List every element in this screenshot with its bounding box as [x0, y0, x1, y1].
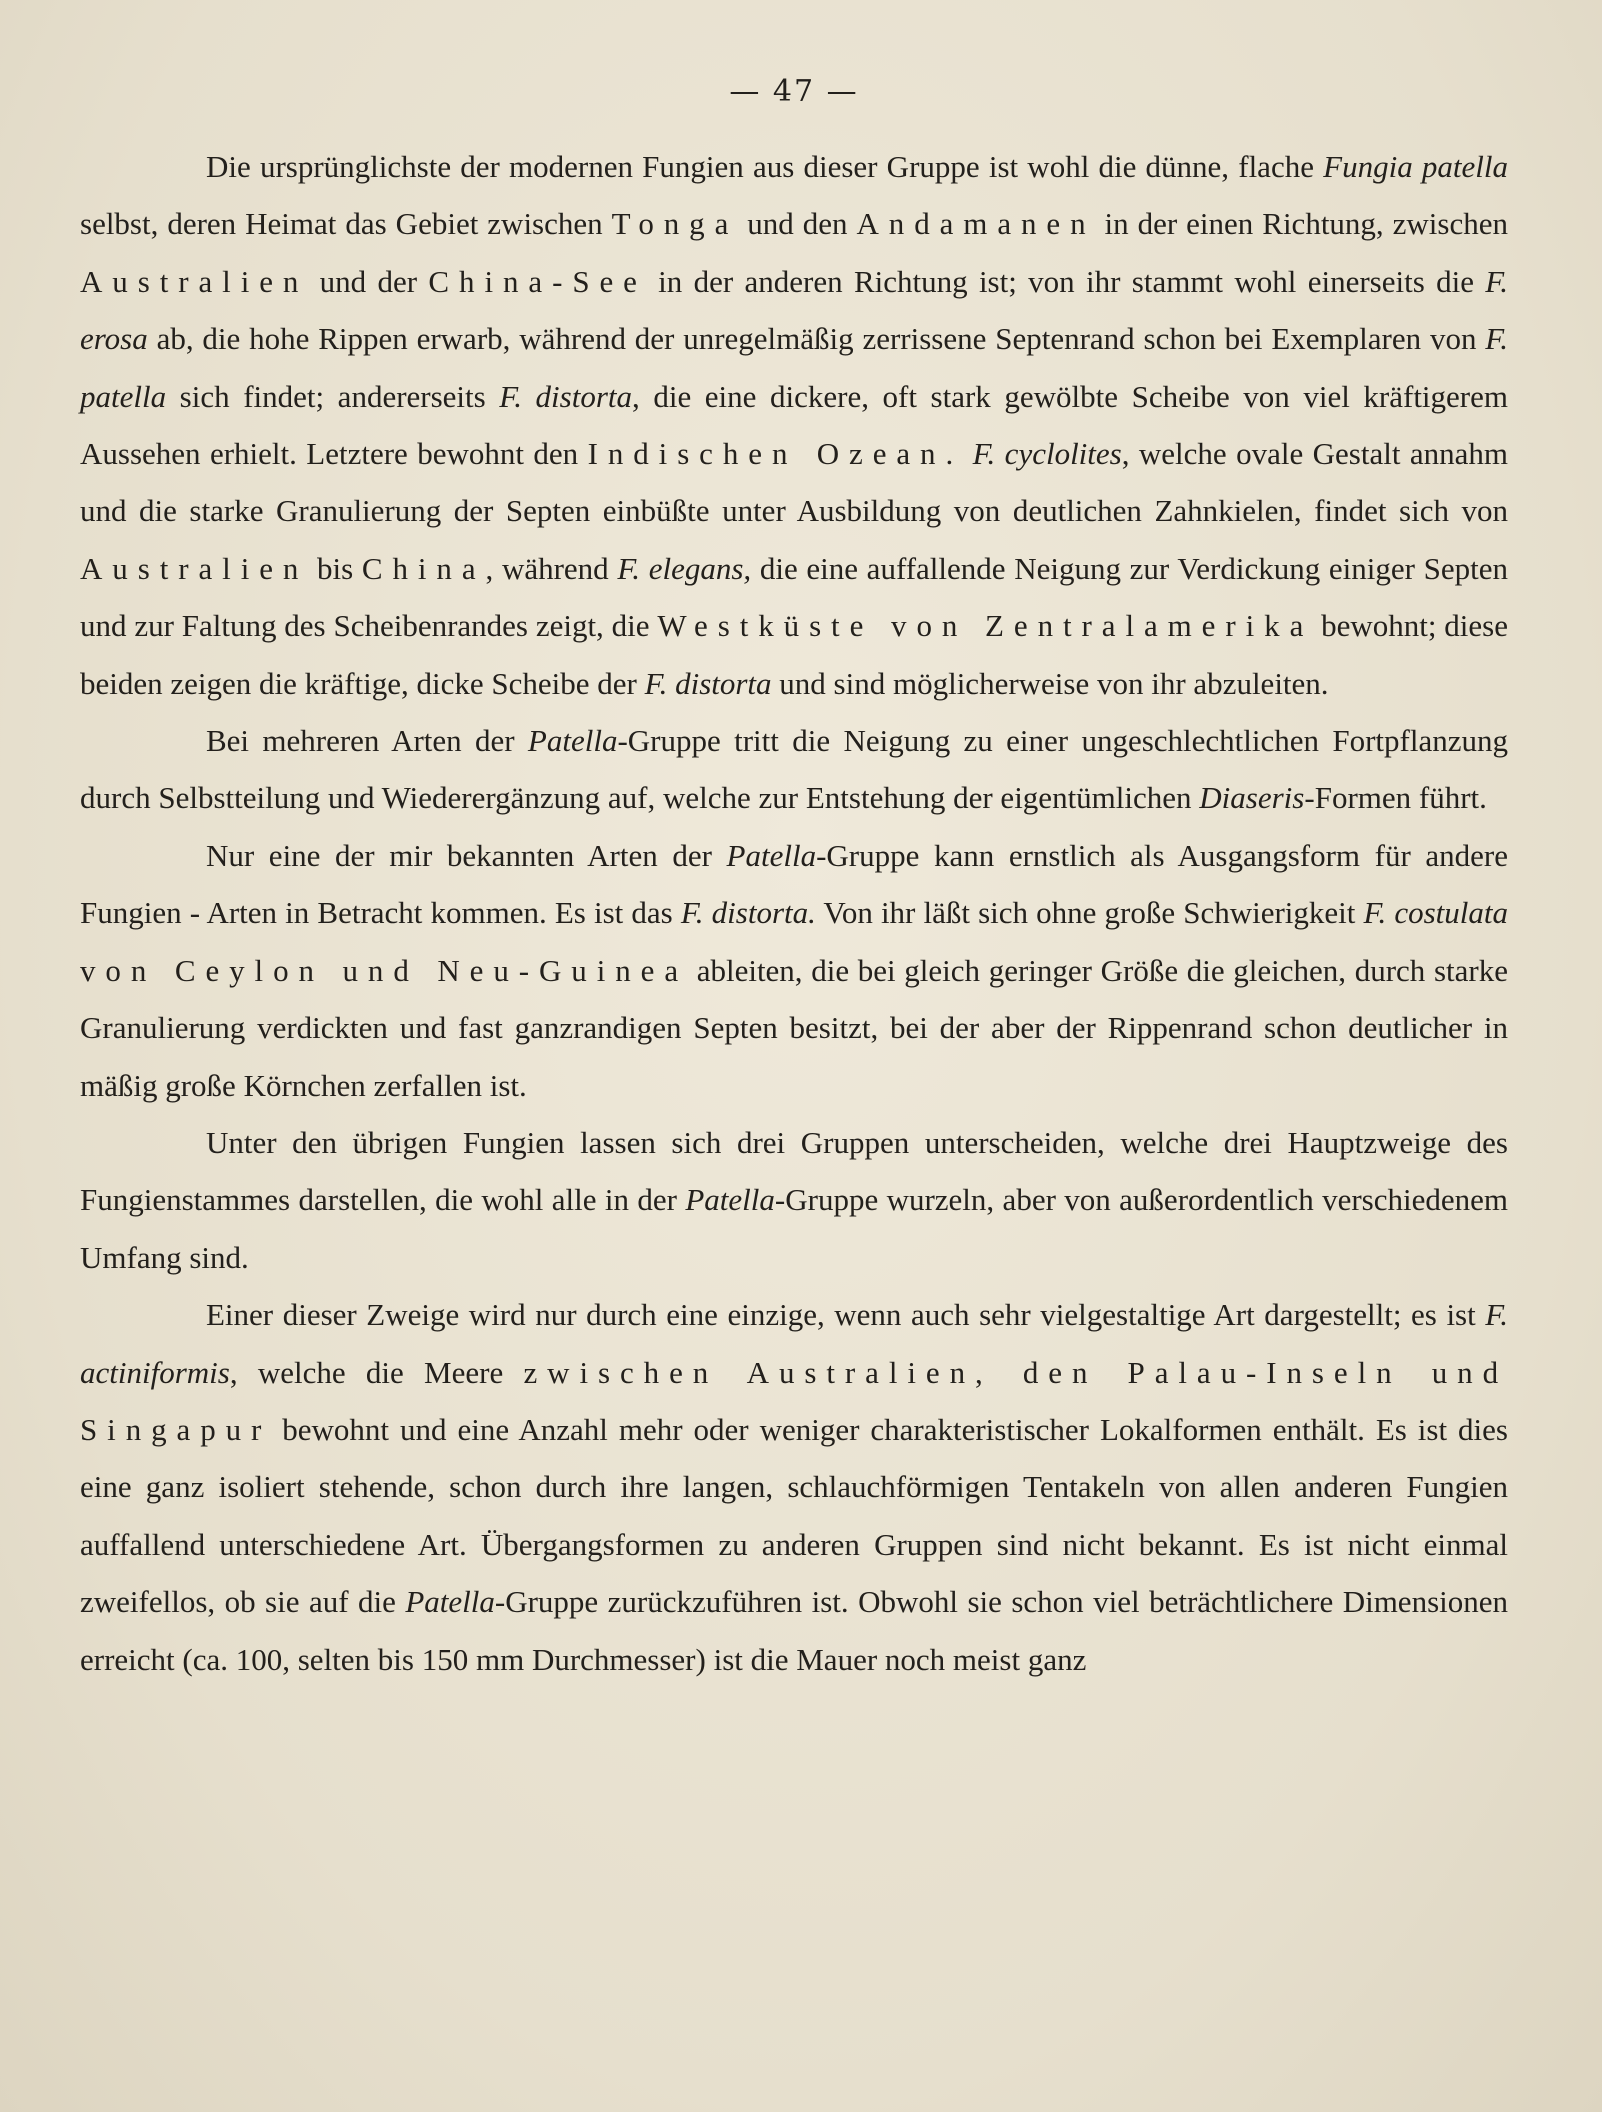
spaced-place-name: Australien — [80, 263, 309, 299]
page-number: — 47 — — [729, 74, 859, 109]
italic-term: F. costulata — [1363, 895, 1509, 931]
text-run: , während — [485, 550, 618, 586]
text-run: Unter den übrigen Fungien lassen sich drei Gruppen unterscheiden, welche drei Hauptzweige des Fungienstammes darstellen, die wohl alle in der — [80, 1124, 1508, 1218]
italic-term: F. distorta. — [680, 895, 816, 931]
text-run: bis — [308, 550, 362, 586]
text-run: Von ihr läßt sich ohne große Schwierigkeit — [815, 895, 1364, 931]
italic-term: F. distorta — [499, 378, 633, 414]
body-text — [80, 138, 1508, 1688]
book-page — [80, 72, 1508, 1688]
italic-term: Diaseris — [1199, 780, 1305, 816]
paragraph — [80, 712, 1508, 827]
text-run — [963, 436, 972, 471]
spaced-place-name: Andamanen — [856, 206, 1096, 242]
italic-term: Patella — [685, 1182, 775, 1218]
italic-term: Patella — [527, 723, 618, 759]
spaced-place-name: Australien — [80, 550, 309, 586]
text-run: die eine auffallende Neigung zur Verdickung einiger Septen und zur Faltung des Scheibenrandes zeigt, die — [80, 550, 1509, 644]
spaced-place-name: China-See — [428, 263, 647, 299]
italic-term: F. cyclolites — [972, 436, 1122, 472]
text-run: Nur eine der mir bekannten Arten der — [206, 837, 727, 873]
spaced-place-name: zwischen Australien, den Palau-Inseln und Singapur — [80, 1354, 1508, 1447]
text-run: sich findet; andererseits — [166, 378, 500, 414]
italic-term: F. erosa — [80, 263, 1508, 357]
text-run: ableiten, die bei gleich geringer Größe die gleichen, durch starke Granulierung verdickten und fast ganzrandigen Septen besitzt, bei der aber der Rippenrand schon deutlicher in mäßig große Körnchen zerfallen ist. — [80, 952, 1508, 1103]
text-run: Bei mehreren Arten der — [206, 723, 528, 759]
italic-term: F. patella — [80, 321, 1508, 414]
italic-term: F. actiniformis — [80, 1297, 1508, 1390]
text-run: und sind möglicherweise von ihr abzuleiten. — [771, 665, 1329, 701]
text-run: Einer dieser Zweige wird nur durch eine einzige, wenn auch sehr vielgestaltige Art dargestellt; es ist — [206, 1297, 1486, 1333]
text-run: -Gruppe zurückzuführen ist. Obwohl sie schon viel beträchtlichere Dimensionen erreicht (ca. 100, selten bis 150 mm Durchmesser) ist die Mauer noch meist ganz — [80, 1584, 1509, 1677]
paragraph — [80, 827, 1508, 1114]
spaced-place-name: von Ceylon und Neu-Guinea — [80, 952, 689, 988]
italic-term: Fungia patella — [1323, 149, 1508, 184]
spaced-place-name: Indischen Ozean. — [587, 436, 964, 472]
paragraph — [80, 1286, 1508, 1688]
italic-term: Patella — [726, 837, 817, 873]
paragraph — [80, 138, 1508, 712]
text-run: Die ursprünglichste der modernen Fungien aus dieser Gruppe ist wohl die dünne, flache — [206, 149, 1324, 184]
text-run: -Gruppe wurzeln, aber von außerordentlich verschiedenem Umfang sind. — [80, 1182, 1508, 1275]
text-run: ab, die hohe Rippen erwarb, während der unregelmäßig zerrissene Septenrand schon bei Exemplaren von — [147, 321, 1486, 357]
text-run: und den — [738, 206, 857, 242]
paragraph — [80, 1114, 1508, 1286]
italic-term: F. elegans, — [617, 550, 752, 586]
text-run: bewohnt; diese beiden zeigen die kräftige, dicke Scheibe der — [80, 608, 1508, 701]
text-run: und der — [308, 263, 429, 299]
spaced-place-name: Tonga — [611, 206, 739, 242]
text-run: , welche die Meere — [229, 1354, 524, 1390]
text-run: -Gruppe tritt die Neigung zu einer ungeschlechtlichen Fortpflanzung durch Selbstteilung und Wiederergänzung auf, welche zur Entstehung der eigentümlichen — [80, 723, 1508, 816]
text-run: -Gruppe kann ernstlich als Ausgangsform für andere Fungien - Arten in Betracht kommen. Es ist das — [80, 837, 1508, 931]
text-run: in der anderen Richtung ist; von ihr stammt wohl einerseits die — [646, 263, 1486, 299]
text-run: , die eine dickere, oft stark gewölbte Scheibe von viel kräftigerem Aussehen erhielt. Letztere bewohnt den — [80, 378, 1508, 472]
spaced-place-name: China — [361, 550, 486, 586]
text-run: -Formen führt. — [1304, 780, 1487, 816]
text-run: selbst, deren Heimat das Gebiet zwischen — [80, 206, 612, 242]
spaced-place-name: Westküste von Zentralamerika — [657, 608, 1314, 644]
text-run: bewohnt und eine Anzahl mehr oder weniger charakteristischer Lokalformen enthält. Es ist dies eine ganz isoliert stehende, schon durch ihre langen, schlauchförmigen Tentakeln von allen anderen Fungien auffallend unterschiedene Art. Übergangsformen zu anderen Gruppen sind nicht bekannt. Es ist nicht einmal zweifellos, ob sie auf die — [80, 1411, 1508, 1620]
text-run: , welche ovale Gestalt annahm und die starke Granulierung der Septen einbüßte unter Ausbildung von deutlichen Zahnkielen, findet sich von — [80, 436, 1508, 529]
text-run: in der einen Richtung, zwischen — [1095, 206, 1508, 242]
italic-term: F. distorta — [644, 665, 772, 701]
italic-term: Patella — [405, 1584, 495, 1620]
